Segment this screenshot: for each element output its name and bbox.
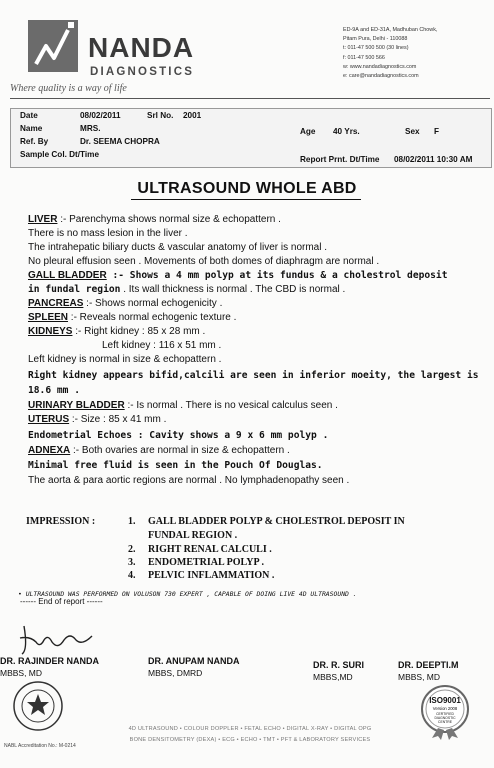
age-value: 40 Yrs. xyxy=(333,127,360,136)
title-underline xyxy=(131,199,361,200)
address-block xyxy=(343,26,493,81)
nabl-accreditation: NABL Accreditation No.: M-0214 xyxy=(4,743,76,749)
endometrial-line xyxy=(28,430,328,441)
pancreas-heading: PANCREAS xyxy=(28,298,84,309)
uterus-heading: UTERUS xyxy=(28,414,70,425)
urinary-bladder-line xyxy=(28,400,338,411)
iso-version: Version 2008 xyxy=(432,706,458,711)
gall-bladder-line xyxy=(28,270,447,281)
spleen-text: :- Reveals normal echogenic texture . xyxy=(68,312,237,323)
report-print-value: 08/02/2011 10:30 AM xyxy=(394,155,473,164)
adnexa-text: :- Both ovaries are normal in size & echopattern . xyxy=(70,445,290,456)
impression-item: ENDOMETRIAL POLYP . xyxy=(148,557,265,568)
report-title: ULTRASOUND WHOLE ABD xyxy=(137,180,357,197)
left-kidney-size: Left kidney : 116 x 51 mm . xyxy=(102,340,222,351)
kidneys-line xyxy=(28,326,205,337)
email-line: e: care@nandadiagnostics.com xyxy=(343,73,419,80)
header-divider xyxy=(10,98,490,99)
services-line-2: BONE DENSITOMETRY (DEXA) • ECG • ECHO • TMT • PFT & LABORATORY SERVICES xyxy=(129,737,371,743)
gall-bladder-fundal: in fundal region xyxy=(28,284,121,295)
brand-subtitle: DIAGNOSTICS xyxy=(90,66,195,78)
aorta-line: The aorta & para aortic regions are normal . No lymphadenopathy seen . xyxy=(28,475,350,486)
impression-label: IMPRESSION : xyxy=(26,516,96,527)
liver-line xyxy=(28,214,281,225)
urinary-bladder-heading: URINARY BLADDER xyxy=(28,400,125,411)
phone-line: t: 011-47 500 500 (30 lines) xyxy=(343,45,409,52)
address-line: ED-9A and ED-31A, Madhuban Chowk, xyxy=(343,27,438,33)
spleen-line xyxy=(28,312,236,323)
liver-line-3: The intrahepatic biliary ducts & vascular anatomy of liver is normal . xyxy=(28,242,328,253)
liver-line-2: There is no mass lesion in the liver . xyxy=(28,228,188,239)
endometrial-label: Endometrial Echoes : xyxy=(28,430,150,441)
fax-line: f: 011-47 500 566 xyxy=(343,54,385,61)
iso-certified: CERTIFIED DIAGNOSTIC CENTRE xyxy=(434,712,456,724)
kidneys-heading: KIDNEYS xyxy=(28,326,73,337)
doctor-degree: MBBS, DMRD xyxy=(148,668,203,678)
gall-bladder-line-2 xyxy=(28,284,345,295)
urinary-bladder-text: :- Is normal . There is no vesical calculus seen . xyxy=(124,400,338,411)
name-redaction xyxy=(104,123,184,133)
nanda-seal xyxy=(12,680,64,737)
doctor-degree: MBBS, MD xyxy=(0,668,43,678)
srl-value: 2001 xyxy=(183,111,202,120)
website-line: w: www.nandadiagnostics.com xyxy=(343,63,417,70)
doctor-name: DR. ANUPAM NANDA xyxy=(148,656,240,666)
name-label: Name xyxy=(20,124,43,133)
right-kidney-size: :- Right kidney : 85 x 28 mm . xyxy=(72,326,206,337)
iso-title: ISO9001 xyxy=(429,696,461,705)
uterus-line xyxy=(28,414,166,425)
kidney-line-4: Right kidney appears bifid,calcili are seen in inferior moeity, the largest is xyxy=(28,370,479,381)
pancreas-text: :- Shows normal echogenicity . xyxy=(83,298,223,309)
liver-text: :- Parenchyma shows normal size & echopattern . xyxy=(57,214,281,225)
services-line-1: 4D ULTRASOUND • COLOUR DOPPLER • FETAL ECHO • DIGITAL X-RAY • DIGITAL OPG xyxy=(128,726,372,732)
refby-value: Dr. SEEMA CHOPRA xyxy=(80,137,160,146)
impression-item: RIGHT RENAL CALCULI . xyxy=(148,544,272,555)
report-print-label: Report Prnt. Dt/Time xyxy=(300,155,380,164)
srl-label: Srl No. xyxy=(147,111,174,120)
impression-item: PELVIC INFLAMMATION . xyxy=(148,570,275,581)
impression-num: 4. xyxy=(128,570,136,581)
impression-num: 1. xyxy=(128,516,136,527)
impression-item: FUNDAL REGION . xyxy=(148,530,238,541)
doctor-name: DR. DEEPTI.M xyxy=(398,660,459,670)
sex-value: F xyxy=(434,127,440,136)
free-fluid-line: Minimal free fluid is seen in the Pouch Of Douglas. xyxy=(28,460,323,471)
doctor-degree: MBBS, MD xyxy=(398,672,441,682)
sample-label: Sample Col. Dt/Time xyxy=(20,150,100,159)
doctor-name: DR. RAJINDER NANDA xyxy=(0,656,100,666)
doctor-name: DR. R. SURI xyxy=(313,660,365,670)
uterus-text: :- Size : 85 x 41 mm . xyxy=(69,414,167,425)
age-label: Age xyxy=(300,127,316,136)
tagline: Where quality is a way of life xyxy=(10,83,127,94)
gall-bladder-text: :- Shows a 4 mm polyp at its fundus & a cholestrol deposit xyxy=(106,270,448,281)
impression-num: 2. xyxy=(128,544,136,555)
impression-num: 3. xyxy=(128,557,136,568)
gall-bladder-heading: GALL BLADDER xyxy=(28,270,107,281)
liver-heading: LIVER xyxy=(28,214,58,225)
end-of-report: ------ End of report ------ xyxy=(20,597,103,606)
adnexa-heading: ADNEXA xyxy=(28,445,71,456)
refby-label: Ref. By xyxy=(20,137,49,146)
date-value: 08/02/2011 xyxy=(80,111,121,120)
adnexa-line xyxy=(28,445,290,456)
gall-bladder-wall: . Its wall thickness is normal . The CBD is normal . xyxy=(120,284,346,295)
brand-name: NANDA xyxy=(88,32,195,63)
kidney-line-3: Left kidney is normal in size & echopattern . xyxy=(28,354,222,365)
kidney-line-5: 18.6 mm . xyxy=(28,385,80,396)
pancreas-line xyxy=(28,298,222,309)
impression-item: GALL BLADDER POLYP & CHOLESTROL DEPOSIT IN xyxy=(148,516,405,527)
doctor-degree: MBBS,MD xyxy=(313,672,353,682)
liver-line-4: No pleural effusion seen . Movements of both domes of diaphragm are normal . xyxy=(28,256,380,267)
date-label: Date xyxy=(20,111,38,120)
equipment-note: • ULTRASOUND WAS PERFORMED ON VOLUSON 730 EXPERT , CAPABLE OF DOING LIVE 4D ULTRASOUND . xyxy=(18,590,357,598)
endometrial-text: Cavity shows a 9 x 6 mm polyp . xyxy=(149,430,329,441)
address-line: Pitam Pura, Delhi - 110088 xyxy=(343,36,408,43)
sex-label: Sex xyxy=(405,127,420,136)
name-value: MRS. xyxy=(80,124,101,133)
spleen-heading: SPLEEN xyxy=(28,312,69,323)
nanda-logo xyxy=(28,20,78,72)
iso-badge xyxy=(420,684,470,740)
